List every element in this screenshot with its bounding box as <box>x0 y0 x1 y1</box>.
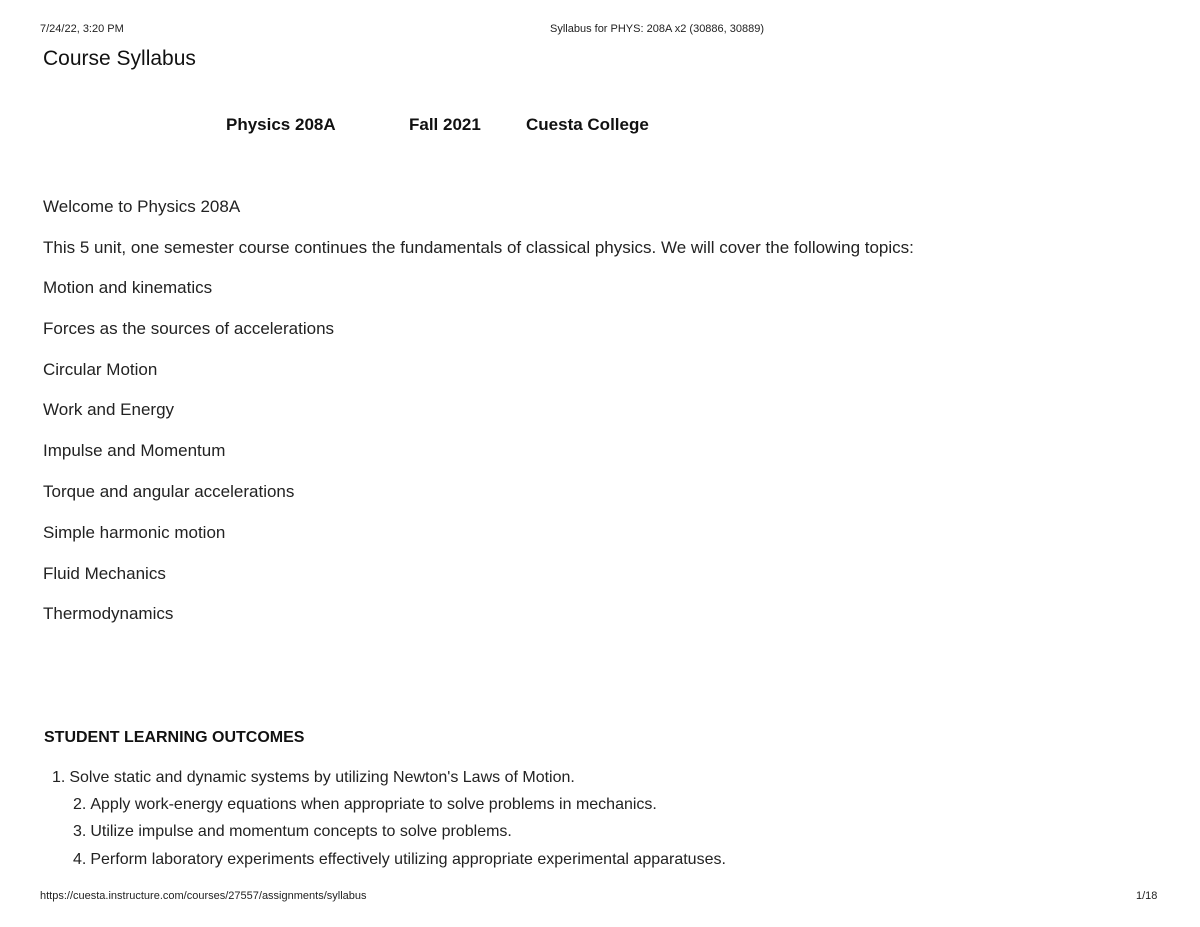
outcome-number: 4. <box>73 851 87 868</box>
print-footer-page-number: 1/18 <box>1136 890 1158 902</box>
outcomes-heading: STUDENT LEARNING OUTCOMES <box>44 729 305 746</box>
outcome-text: Apply work-energy equations when appropriate to solve problems in mechanics. <box>90 796 657 813</box>
topic-item: Thermodynamics <box>43 604 174 624</box>
topic-list <box>43 278 334 645</box>
course-name: Physics 208A <box>226 115 336 134</box>
print-footer-url: https://cuesta.instructure.com/courses/27557/assignments/syllabus <box>40 890 367 902</box>
course-term: Fall 2021 <box>409 115 481 134</box>
outcome-number: 3. <box>73 823 87 840</box>
course-college: Cuesta College <box>526 115 649 134</box>
topic-item: Forces as the sources of accelerations <box>43 318 335 338</box>
topic-item: Impulse and Momentum <box>43 441 226 461</box>
topic-item: Fluid Mechanics <box>43 563 166 583</box>
topic-item: Work and Energy <box>43 400 175 420</box>
topic-item: Circular Motion <box>43 359 158 379</box>
outcome-number: 1. <box>52 769 66 786</box>
topic-item: Torque and angular accelerations <box>43 481 295 501</box>
outcome-text: Solve static and dynamic systems by utilizing Newton's Laws of Motion. <box>69 769 575 786</box>
topic-item: Simple harmonic motion <box>43 522 226 542</box>
outcome-text: Utilize impulse and momentum concepts to solve problems. <box>90 823 512 840</box>
print-header-date: 7/24/22, 3:20 PM <box>40 23 124 35</box>
outcome-text: Perform laboratory experiments effectively utilizing appropriate experimental apparatuses. <box>90 851 726 868</box>
outcome-item <box>52 769 575 787</box>
outcome-item <box>73 823 512 841</box>
outcome-item <box>73 851 726 869</box>
topic-item: Motion and kinematics <box>43 278 213 297</box>
outcome-item <box>73 796 657 814</box>
outcome-number: 2. <box>73 796 87 813</box>
welcome-text: Welcome to Physics 208A <box>43 197 241 216</box>
intro-text: This 5 unit, one semester course continues the fundamentals of classical physics. We will cover the following topics: <box>43 238 914 257</box>
page-title: Course Syllabus <box>43 47 196 70</box>
print-header-title: Syllabus for PHYS: 208A x2 (30886, 30889) <box>550 23 765 35</box>
